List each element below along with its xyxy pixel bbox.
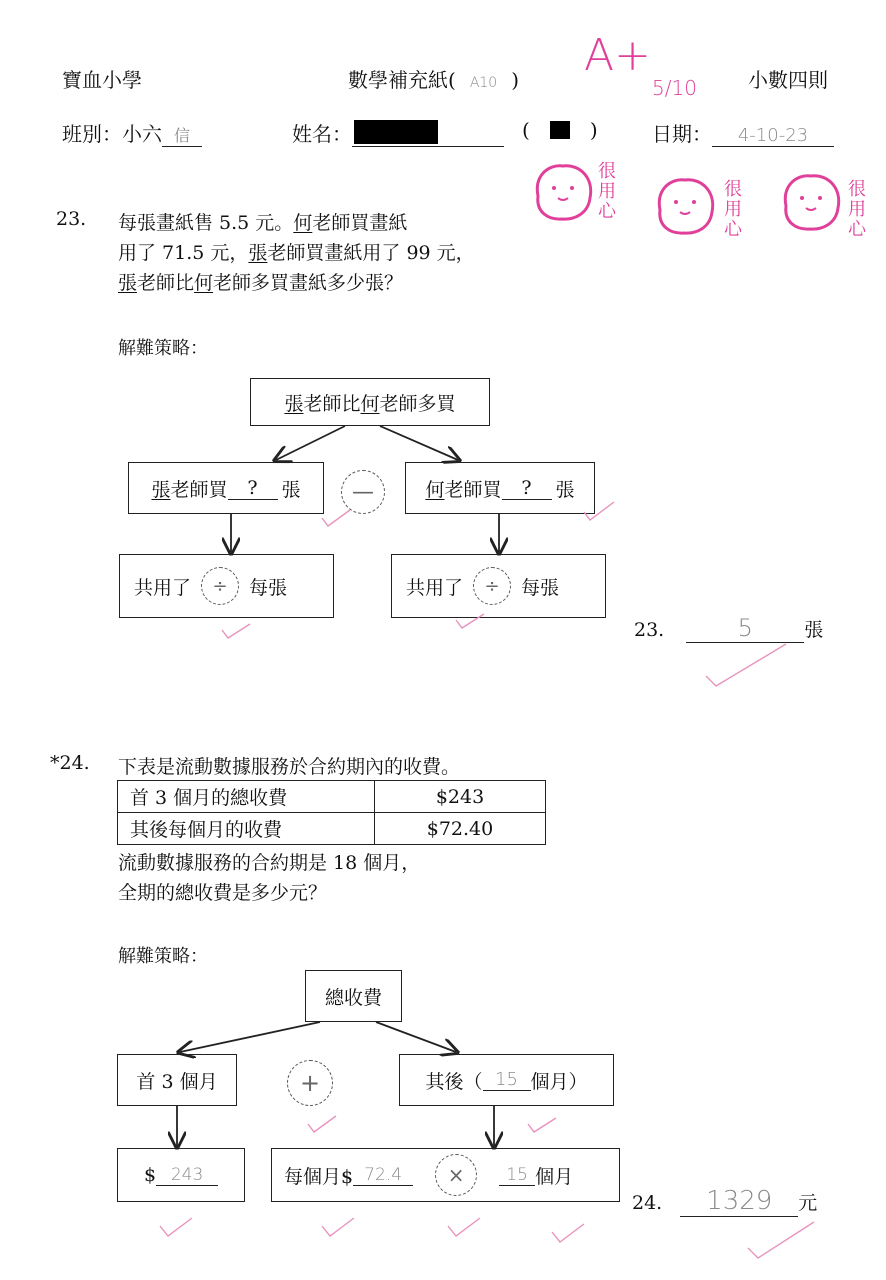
q23-left-a: 張 bbox=[151, 478, 171, 501]
q23-line3-d: 老師多買畫紙多少張？ bbox=[213, 272, 404, 294]
title-suffix: ) bbox=[511, 68, 520, 92]
q23-answer-number: 23. bbox=[634, 619, 665, 641]
q24-answer-number: 24. bbox=[632, 1192, 663, 1214]
q23-left-b: 老師買 bbox=[170, 478, 228, 501]
q24-times-op: × bbox=[435, 1154, 477, 1196]
q24-intro: 下表是流動數據服務於合約期內的收費。 bbox=[118, 756, 461, 778]
check-icon bbox=[706, 644, 786, 686]
q23-divide-op: ÷ bbox=[201, 567, 239, 605]
q23-line2-a: 用了 71.5 元， bbox=[118, 242, 249, 264]
q23-divide-op-2: ÷ bbox=[473, 567, 511, 605]
name-label: 姓名： bbox=[292, 122, 352, 146]
check-icon bbox=[528, 1118, 556, 1132]
date-value: 4-10-23 bbox=[712, 125, 834, 147]
q24-right-a: 其後（ bbox=[425, 1070, 483, 1093]
fee-price: $243 bbox=[375, 781, 546, 813]
q24-bl-value: 243 bbox=[156, 1165, 218, 1186]
score: 5/10 bbox=[652, 76, 697, 100]
q24-br-b: 個月 bbox=[535, 1165, 574, 1188]
q24-br-a: 每個月$ bbox=[284, 1165, 354, 1188]
stamp-text: 很用心 bbox=[848, 179, 866, 240]
q23-line1-a: 每張畫紙售 5.5 元。 bbox=[118, 212, 294, 234]
q24-br-months: 15 bbox=[499, 1165, 535, 1186]
check-icon bbox=[552, 1224, 584, 1242]
stamp-text: 很用心 bbox=[724, 179, 742, 240]
check-icon bbox=[456, 614, 484, 628]
fee-item: 其後每個月的收費 bbox=[118, 813, 375, 845]
q23-top-c: 何 bbox=[360, 392, 380, 415]
q23-minus-op: — bbox=[341, 470, 385, 514]
q23-line1-c: 老師買畫紙 bbox=[312, 212, 408, 234]
q23-right-a: 何 bbox=[425, 478, 445, 501]
q23-line2-c: 老師買畫紙用了 99 元， bbox=[267, 242, 475, 264]
q24-strategy-label: 解難策略： bbox=[118, 946, 208, 967]
paren-open: ( bbox=[522, 118, 530, 142]
q23-arrow-left bbox=[276, 426, 345, 460]
stamp-text: 很用心 bbox=[598, 161, 616, 222]
q23-bl-a: 共用了 bbox=[134, 576, 192, 599]
q23-top-d: 老師多買 bbox=[379, 392, 456, 415]
q23-right-q: ? bbox=[502, 477, 552, 500]
date-label: 日期： bbox=[652, 122, 712, 146]
q23-strategy-label: 解難策略： bbox=[118, 338, 208, 359]
q24-top-box: 總收費 bbox=[305, 970, 402, 1022]
title-code: A10 bbox=[469, 75, 498, 91]
q23-top-b: 老師比 bbox=[303, 392, 361, 415]
q24-arrow-right bbox=[376, 1022, 456, 1052]
paren-close: ) bbox=[589, 118, 598, 142]
q23-line2-b: 張 bbox=[248, 242, 268, 264]
q23-br-a: 共用了 bbox=[406, 576, 464, 599]
q24-plus-op: + bbox=[287, 1060, 333, 1106]
q24-left-box: 首 3 個月 bbox=[117, 1054, 237, 1106]
check-icon bbox=[322, 510, 350, 526]
q23-left-c: 張 bbox=[281, 478, 301, 501]
q23-right-b: 老師買 bbox=[444, 478, 502, 501]
q23-line3-b: 老師比 bbox=[137, 272, 195, 294]
q23-left-q: ? bbox=[228, 477, 278, 500]
check-icon bbox=[222, 624, 250, 638]
q24-line3: 全期的總收費是多少元？ bbox=[118, 882, 328, 904]
q24-right-value: 15 bbox=[483, 1069, 531, 1091]
fee-item: 首 3 個月的總收費 bbox=[118, 781, 375, 813]
grade-mark: A+ bbox=[584, 30, 651, 81]
q23-answer-value: 5 bbox=[686, 614, 804, 643]
q24-right-b: 個月） bbox=[530, 1070, 588, 1093]
q23-line3-a: 張 bbox=[118, 272, 138, 294]
q23-br-b: 每張 bbox=[521, 576, 560, 599]
q23-answer-unit: 張 bbox=[804, 619, 824, 641]
check-icon bbox=[748, 1222, 814, 1258]
q24-bl-prefix: $ bbox=[143, 1164, 157, 1186]
check-icon bbox=[448, 1218, 480, 1236]
q24-answer-unit: 元 bbox=[798, 1192, 818, 1214]
q23-bl-b: 每張 bbox=[249, 576, 288, 599]
topic: 小數四則 bbox=[748, 68, 828, 92]
q23-top-a: 張 bbox=[284, 392, 304, 415]
check-icon bbox=[322, 1218, 354, 1236]
school-name: 寶血小學 bbox=[62, 68, 142, 92]
q24-line2: 流動數據服務的合約期是 18 個月， bbox=[118, 852, 421, 874]
q23-number: 23. bbox=[56, 208, 87, 230]
q24-number: *24. bbox=[50, 752, 90, 774]
q23-line1-b: 何 bbox=[293, 212, 313, 234]
class-value: 信 bbox=[162, 123, 202, 147]
class-label: 班別：小六 bbox=[62, 122, 162, 146]
q23-arrow-right bbox=[380, 426, 458, 460]
check-marks bbox=[160, 502, 814, 1258]
q24-br-value: 72.4 bbox=[353, 1165, 413, 1186]
fee-price: $72.40 bbox=[375, 813, 546, 845]
check-icon bbox=[584, 502, 614, 520]
check-icon bbox=[308, 1116, 336, 1132]
q24-answer-value: 1329 bbox=[680, 1186, 798, 1217]
q23-right-c: 張 bbox=[555, 478, 575, 501]
q23-line3-c: 何 bbox=[194, 272, 214, 294]
q24-arrow-left bbox=[180, 1022, 320, 1052]
title-prefix: 數學補充紙( bbox=[348, 68, 456, 92]
check-icon bbox=[160, 1218, 192, 1236]
